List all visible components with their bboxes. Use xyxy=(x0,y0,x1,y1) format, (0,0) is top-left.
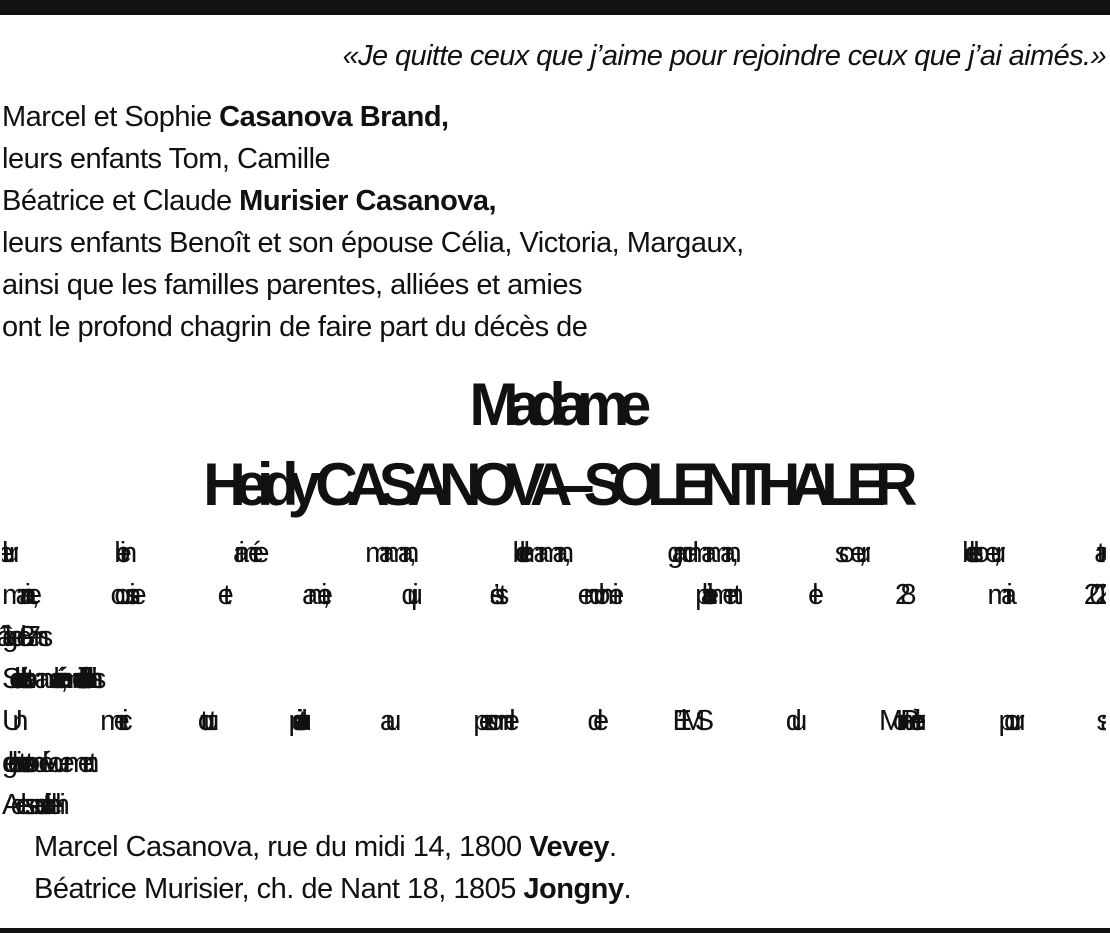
address-2 xyxy=(34,868,631,910)
address-1-city: Vevey xyxy=(529,831,609,863)
address-2-city: Jongny xyxy=(523,873,624,905)
family-line-5: ainsi que les familles parentes, alliées et amies xyxy=(2,269,582,301)
epigraph-quote: «Je quitte ceux que j’aime pour rejoindre ceux que j’ai aimés.» xyxy=(342,40,1106,72)
body-line-1: leur bien aimée maman, belle-maman, grand-maman, sœur, belle-sœur, tante, xyxy=(2,537,1106,569)
deceased-name: Heidy CASANOVA–SOLENTHALER xyxy=(203,451,907,518)
family-announcement xyxy=(2,96,744,348)
family-line-4: leurs enfants Benoît et son épouse Célia, Victoria, Margaux, xyxy=(2,227,744,259)
address-1 xyxy=(34,826,631,868)
deceased-title: Madame xyxy=(469,371,641,438)
family-line-2: leurs enfants Tom, Camille xyxy=(2,143,331,175)
family-name-murisier-casanova: Murisier Casanova xyxy=(239,185,489,217)
family-line-1 xyxy=(2,96,744,138)
family-line-3-comma: , xyxy=(488,185,497,217)
family-line-3-text: Béatrice et Claude xyxy=(2,185,240,217)
body-line-3: à l’âge de 87 ans. xyxy=(2,621,41,653)
body-line-6: gentillesse et son dévouement. xyxy=(2,747,84,779)
announcement-body xyxy=(2,532,1108,826)
family-line-1-text: Marcel et Sophie xyxy=(2,101,220,133)
body-line-4: Selon le désir de notre maman, la cérémonie a eu lieu dans l’intimité de la famille. xyxy=(2,663,77,695)
address-2-period: . xyxy=(623,873,632,905)
address-1-street: Marcel Casanova, rue du midi 14, 1800 xyxy=(34,831,530,863)
address-2-street: Béatrice Murisier, ch. de Nant 18, 1805 xyxy=(34,873,524,905)
top-border-rule xyxy=(0,0,1110,15)
body-line-2: marraine, cousine et amie, qui s’est endormie paisiblement le 28 mai 2023 xyxy=(2,579,1106,611)
body-line-5: Un merci tout particulier au personnel de l’EMS du Mont-Pèlerin pour sa xyxy=(2,705,1106,737)
family-addresses xyxy=(34,826,631,910)
addresses-heading: Adresses de la famille : xyxy=(2,789,48,821)
family-line-1-comma: , xyxy=(441,101,449,133)
family-name-casanova-brand: Casanova Brand xyxy=(219,101,442,133)
family-line-6: ont le profond chagrin de faire part du décès de xyxy=(2,311,588,343)
bottom-border-rule xyxy=(0,928,1110,933)
address-1-period: . xyxy=(609,831,617,863)
family-line-3 xyxy=(2,180,744,222)
